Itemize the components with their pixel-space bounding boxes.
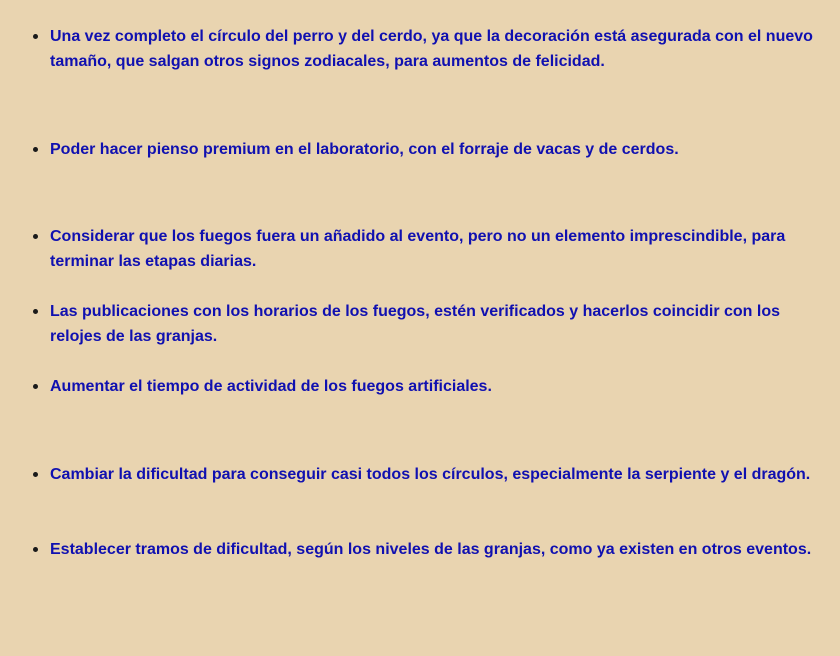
list-item [50,537,826,562]
bullet-icon [33,34,38,39]
bullet-icon [33,472,38,477]
list-item [50,299,826,349]
list-item-text: Considerar que los fuegos fuera un añadido al evento, pero no un elemento imprescindible, para terminar las etapas diarias. [50,228,786,270]
list-item [50,224,826,274]
list-item-text: Cambiar la dificultad para conseguir casi todos los círculos, especialmente la serpiente y el dragón. [50,466,811,483]
bullet-icon [33,547,38,552]
list-item-text: Las publicaciones con los horarios de los fuegos, estén verificados y hacerlos coincidir con los relojes de las granjas. [50,303,780,345]
list-item-text: Establecer tramos de dificultad, según los niveles de las granjas, como ya existen en otros eventos. [50,541,812,558]
list-item [50,462,826,487]
list-item-text: Aumentar el tiempo de actividad de los fuegos artificiales. [50,378,492,395]
list-item [50,137,826,162]
bullet-icon [33,309,38,314]
bullet-icon [33,384,38,389]
list-item-text: Una vez completo el círculo del perro y del cerdo, ya que la decoración está asegurada con el nuevo tamaño, que salgan otros signos zodiacales, para aumentos de felicidad. [50,28,813,70]
list-item [50,24,826,74]
list-item [50,374,826,399]
bullet-icon [33,147,38,152]
list-item-text: Poder hacer pienso premium en el laboratorio, con el forraje de vacas y de cerdos. [50,141,679,158]
bullet-icon [33,234,38,239]
